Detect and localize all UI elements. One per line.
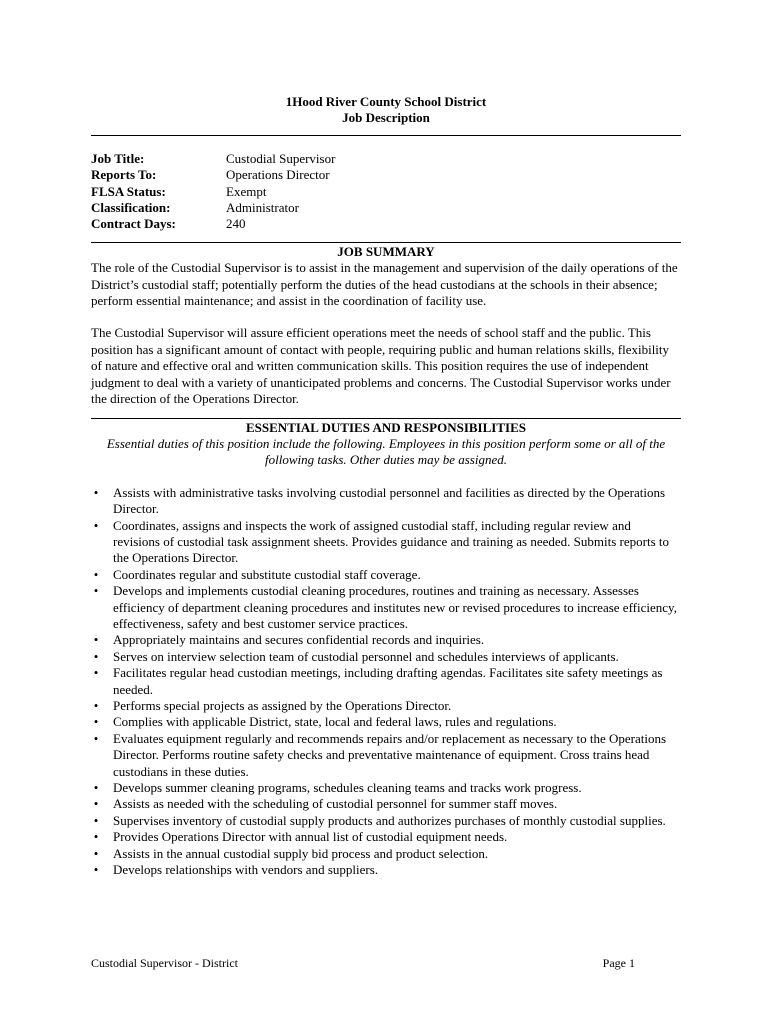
info-row-contract-days bbox=[91, 216, 335, 232]
list-item bbox=[91, 485, 681, 518]
list-item bbox=[91, 796, 681, 812]
footer-doc-name: Custodial Supervisor - District bbox=[91, 956, 238, 970]
duty-text: Evaluates equipment regularly and recommends repairs and/or replacement as necessary to the Operations Director. Performs routine safety checks and preventative maintenance of equipment. Cross trains head custodians in these duties. bbox=[113, 730, 667, 779]
info-value: Custodial Supervisor bbox=[226, 150, 336, 166]
bullet-icon: • bbox=[93, 714, 99, 730]
info-value: Operations Director bbox=[226, 167, 330, 183]
duty-text: Serves on interview selection team of custodial personnel and schedules interviews of applicants. bbox=[113, 648, 619, 664]
bullet-icon: • bbox=[93, 665, 99, 681]
bullet-icon: • bbox=[93, 780, 99, 796]
info-row-flsa-status bbox=[91, 184, 335, 200]
info-value: 240 bbox=[226, 216, 246, 232]
list-item bbox=[91, 649, 681, 665]
bullet-icon: • bbox=[93, 698, 99, 713]
divider bbox=[91, 242, 681, 243]
bullet-icon: • bbox=[93, 812, 99, 828]
divider bbox=[91, 418, 681, 419]
bullet-icon: • bbox=[93, 517, 99, 533]
divider bbox=[91, 135, 681, 136]
duty-text: Develops relationships with vendors and suppliers. bbox=[113, 862, 379, 878]
duty-text: Assists in the annual custodial supply bid process and product selection. bbox=[113, 845, 489, 861]
bullet-icon: • bbox=[93, 796, 99, 812]
list-item bbox=[91, 714, 681, 730]
district-title: 1Hood River County School District bbox=[285, 94, 487, 109]
bullet-icon: • bbox=[93, 862, 99, 878]
info-label: Reports To: bbox=[91, 167, 157, 183]
list-item bbox=[91, 518, 681, 567]
list-item bbox=[91, 583, 681, 632]
bullet-icon: • bbox=[93, 845, 99, 861]
duties-list bbox=[91, 485, 681, 879]
list-item bbox=[91, 731, 681, 780]
job-info-table bbox=[91, 151, 335, 233]
duty-text: Assists with administrative tasks involving custodial personnel and facilities as directed by the Operations Director. bbox=[113, 484, 666, 517]
duty-text: Assists as needed with the scheduling of custodial personnel for summer staff moves. bbox=[113, 796, 558, 812]
duty-text: Supervises inventory of custodial supply products and authorizes purchases of monthly custodial supplies. bbox=[113, 812, 666, 828]
list-item bbox=[91, 632, 681, 648]
summary-paragraph-1: The role of the Custodial Supervisor is to assist in the management and supervision of the daily operations of the District’s custodial staff; potentially perform the duties of the head custodians at the schools in their absence; perform essential maintenance; and assist in the coordination of facility use. bbox=[91, 260, 678, 309]
list-item bbox=[91, 829, 681, 845]
bullet-icon: • bbox=[93, 632, 99, 648]
info-value: Exempt bbox=[226, 183, 267, 199]
duty-text: Complies with applicable District, state, local and federal laws, rules and regulations. bbox=[113, 714, 557, 730]
list-item bbox=[91, 862, 681, 878]
page-number: Page 1 bbox=[602, 956, 635, 970]
list-item bbox=[91, 780, 681, 796]
bullet-icon: • bbox=[93, 730, 99, 746]
list-item bbox=[91, 846, 681, 862]
duty-text: Coordinates regular and substitute custodial staff coverage. bbox=[113, 566, 421, 582]
document-page bbox=[91, 94, 681, 878]
summary-paragraph-2: The Custodial Supervisor will assure efficient operations meet the needs of school staff and the public. This position has a significant amount of contact with people, requiring public and human relations skills, flexibility of nature and effective oral and written communication skills. This position requires the use of independent judgment to deal with a variety of unanticipated problems and concerns. The Custodial Supervisor works under the direction of the Operations Director. bbox=[91, 325, 671, 407]
duties-heading: ESSENTIAL DUTIES AND RESPONSIBILITIES bbox=[246, 419, 526, 435]
duty-text: Develops summer cleaning programs, schedules cleaning teams and tracks work progress. bbox=[113, 780, 582, 796]
info-label: Classification: bbox=[91, 200, 171, 216]
duties-intro: Essential duties of this position include the following. Employees in this position perform some or all of the following tasks. Other duties may be assigned. bbox=[106, 435, 666, 468]
job-summary-heading: JOB SUMMARY bbox=[337, 243, 435, 259]
info-value: Administrator bbox=[226, 200, 299, 216]
duty-text: Appropriately maintains and secures confidential records and inquiries. bbox=[113, 632, 485, 648]
duty-text: Provides Operations Director with annual list of custodial equipment needs. bbox=[113, 829, 508, 845]
doc-type-title: Job Description bbox=[342, 110, 430, 126]
list-item bbox=[91, 665, 681, 698]
info-label: Job Title: bbox=[91, 150, 145, 166]
list-item bbox=[91, 813, 681, 829]
duty-text: Performs special projects as assigned by the Operations Director. bbox=[113, 698, 452, 713]
info-label: Contract Days: bbox=[91, 216, 176, 232]
list-item bbox=[91, 698, 681, 714]
duty-text: Coordinates, assigns and inspects the work of assigned custodial staff, including regular review and revisions of custodial task assignment sheets. Provides guidance and training as needed. Submits reports to the Operations Director. bbox=[113, 517, 670, 566]
bullet-icon: • bbox=[93, 484, 99, 500]
bullet-icon: • bbox=[93, 566, 99, 582]
info-row-classification bbox=[91, 200, 335, 216]
bullet-icon: • bbox=[93, 583, 99, 599]
info-row-job-title bbox=[91, 151, 335, 167]
info-label: FLSA Status: bbox=[91, 183, 166, 199]
bullet-icon: • bbox=[93, 829, 99, 845]
list-item bbox=[91, 567, 681, 583]
duty-text: Facilitates regular head custodian meetings, including drafting agendas. Facilitates site safety meetings as needed. bbox=[113, 665, 663, 697]
bullet-icon: • bbox=[93, 648, 99, 664]
info-row-reports-to bbox=[91, 167, 335, 183]
duty-text: Develops and implements custodial cleaning procedures, routines and training as necessary. Assesses efficiency of department cleaning procedures and institutes new or revised procedures to increase efficiency, effectiveness, safety and best customer service practices. bbox=[113, 583, 677, 631]
